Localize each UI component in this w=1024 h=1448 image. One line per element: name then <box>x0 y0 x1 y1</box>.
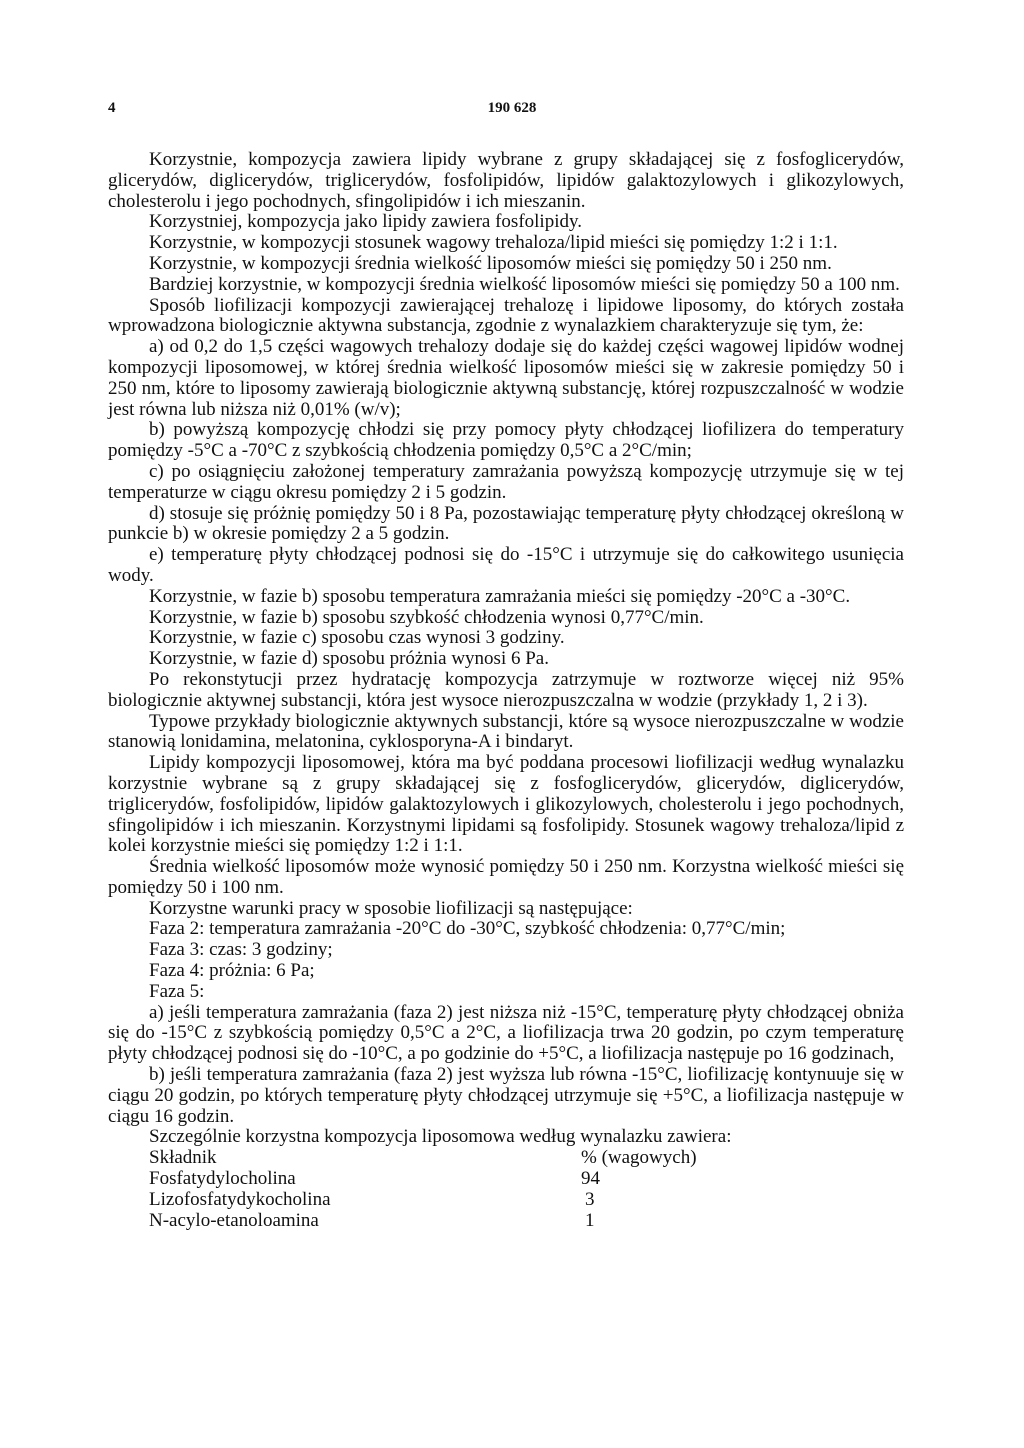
paragraph: Korzystniej, kompozycja jako lipidy zawiera fosfolipidy. <box>149 211 583 233</box>
paragraph: Sposób liofilizacji kompozycji zawierającej trehalozę i lipidowe liposomy, do których została wprowadzona biologicznie aktywna substancja, zgodnie z wynalazkiem charakteryzuje się tym, że: <box>108 294 904 337</box>
paragraph: Faza 3: czas: 3 godziny; <box>149 939 333 961</box>
table-cell-value: 94 <box>581 1168 600 1190</box>
paragraph: Lipidy kompozycji liposomowej, która ma być poddana procesowi liofilizacji według wynalazku korzystnie wybrane są z grupy składającej się z fosfoglicerydów, glicerydów, diglicerydów, triglicerydów, fosfolipidów, lipidów galaktozylowych i glikozylowych, cholesterolu i jego pochodnych, sfingolipidów i ich mieszanin. Korzystnymi lipidami są fosfolipidy. Stosunek wagowy trehaloza/lipid z kolei korzystnie mieści się pomiędzy 1:2 i 1:1. <box>108 752 904 857</box>
paragraph: Faza 4: próżnia: 6 Pa; <box>149 960 315 982</box>
table-row <box>149 1190 735 1211</box>
paragraph: Faza 2: temperatura zamrażania -20°C do -30°C, szybkość chłodzenia: 0,77°C/min; <box>149 918 786 940</box>
table-cell-value: 3 <box>585 1188 595 1210</box>
paragraph: Korzystne warunki pracy w sposobie liofilizacji są następujące: <box>149 897 633 919</box>
table-cell-name: Fosfatydylocholina <box>149 1168 296 1190</box>
composition-table <box>149 1148 735 1231</box>
paragraph: Korzystnie, kompozycja zawiera lipidy wybrane z grupy składającej się z fosfoglicerydów, glicerydów, diglicerydów, triglicerydów, fosfolipidów, lipidów galaktozylowych i glikozylowych, cholesterolu i jego pochodnych, sfingolipidów i ich mieszanin. <box>108 149 904 212</box>
paragraph: b) powyższą kompozycję chłodzi się przy pomocy płyty chłodzącej liofilizera do temperatury pomiędzy -5°C a -70°C z szybkością chłodzenia pomiędzy 0,5°C a 2°C/min; <box>108 419 904 462</box>
table-row <box>149 1211 735 1232</box>
paragraph: a) jeśli temperatura zamrażania (faza 2) jest niższa niż -15°C, temperaturę płyty chłodzącej obniża się do -15°C z szybkością pomiędzy 0,5°C a 2°C, a liofilizacja trwa 20 godzin, po czym temperaturę płyty chłodzącej podnosi się do -10°C, a po godzinie do +5°C, a liofilizacja następuje po 16 godzinach, <box>108 1001 904 1065</box>
document-number: 190 628 <box>487 100 537 116</box>
paragraph: c) po osiągnięciu założonej temperatury zamrażania powyższą kompozycję utrzymuje się w tej temperaturze w ciągu okresu pomiędzy 2 i 5 godzin. <box>108 460 904 503</box>
table-cell-name: Lizofosfatydykocholina <box>149 1188 331 1210</box>
table-header-value: % (wagowych) <box>581 1147 697 1169</box>
paragraph: Korzystnie, w fazie c) sposobu czas wynosi 3 godziny. <box>149 627 565 649</box>
paragraph: Korzystnie, w kompozycji średnia wielkość liposomów mieści się pomiędzy 50 i 250 nm. <box>149 252 832 274</box>
paragraph: d) stosuje się próżnię pomiędzy 50 i 8 Pa, pozostawiając temperaturę płyty chłodzącej określoną w punkcie b) w okresie pomiędzy 2 a 5 godzin. <box>108 502 904 545</box>
table-cell-value: 1 <box>585 1209 595 1231</box>
table-row <box>149 1169 735 1190</box>
paragraph: Bardziej korzystnie, w kompozycji średnia wielkość liposomów mieści się pomiędzy 50 a 100 nm. <box>149 273 900 295</box>
table-header-name: Składnik <box>149 1147 217 1169</box>
table-cell-name: N-acylo-etanoloamina <box>149 1209 319 1231</box>
paragraph: Szczególnie korzystna kompozycja liposomowa według wynalazku zawiera: <box>149 1126 732 1148</box>
table-header-row <box>149 1148 735 1169</box>
paragraph: Typowe przykłady biologicznie aktywnych substancji, które są wysoce nierozpuszczalne w wodzie stanowią lonidamina, melatonina, cyklosporyna-A i bindaryt. <box>108 710 904 753</box>
paragraph: Po rekonstytucji przez hydratację kompozycja zatrzymuje w roztworze więcej niż 95% biologicznie aktywnej substancji, która jest wysoce nierozpuszczalna w wodzie (przykłady 1, 2 i 3). <box>108 668 904 711</box>
paragraph: a) od 0,2 do 1,5 części wagowych trehalozy dodaje się do każdej części wagowej lipidów wodnej kompozycji liposomowej, w której średnia wielkość liposomów mieści się w zakresie pomiędzy 50 i 250 nm, które to liposomy zawierają biologicznie aktywną substancję, której rozpuszczalność w wodzie jest równa lub niższa niż 0,01% (w/v); <box>108 336 904 420</box>
paragraph: b) jeśli temperatura zamrażania (faza 2) jest wyższa lub równa -15°C, liofilizację kontynuuje się w ciągu 20 godzin, po których temperaturę płyty chłodzącej utrzymuje się +5°C, a liofilizacja następuje w ciągu 16 godzin. <box>108 1064 904 1127</box>
body-text <box>108 150 904 1231</box>
paragraph: Średnia wielkość liposomów może wynosić pomiędzy 50 i 250 nm. Korzystna wielkość mieści się pomiędzy 50 i 100 nm. <box>108 856 904 898</box>
paragraph: Korzystnie, w fazie d) sposobu próżnia wynosi 6 Pa. <box>149 648 549 670</box>
paragraph: Korzystnie, w kompozycji stosunek wagowy trehaloza/lipid mieści się pomiędzy 1:2 i 1:1. <box>149 232 838 254</box>
paragraph: e) temperaturę płyty chłodzącej podnosi się do -15°C i utrzymuje się do całkowitego usunięcia wody. <box>108 544 904 586</box>
paragraph: Korzystnie, w fazie b) sposobu temperatura zamrażania mieści się pomiędzy -20°C a -30°C. <box>149 585 851 607</box>
paragraph: Korzystnie, w fazie b) sposobu szybkość chłodzenia wynosi 0,77°C/min. <box>149 606 704 628</box>
page-number: 4 <box>108 100 116 116</box>
paragraph: Faza 5: <box>149 980 205 1002</box>
